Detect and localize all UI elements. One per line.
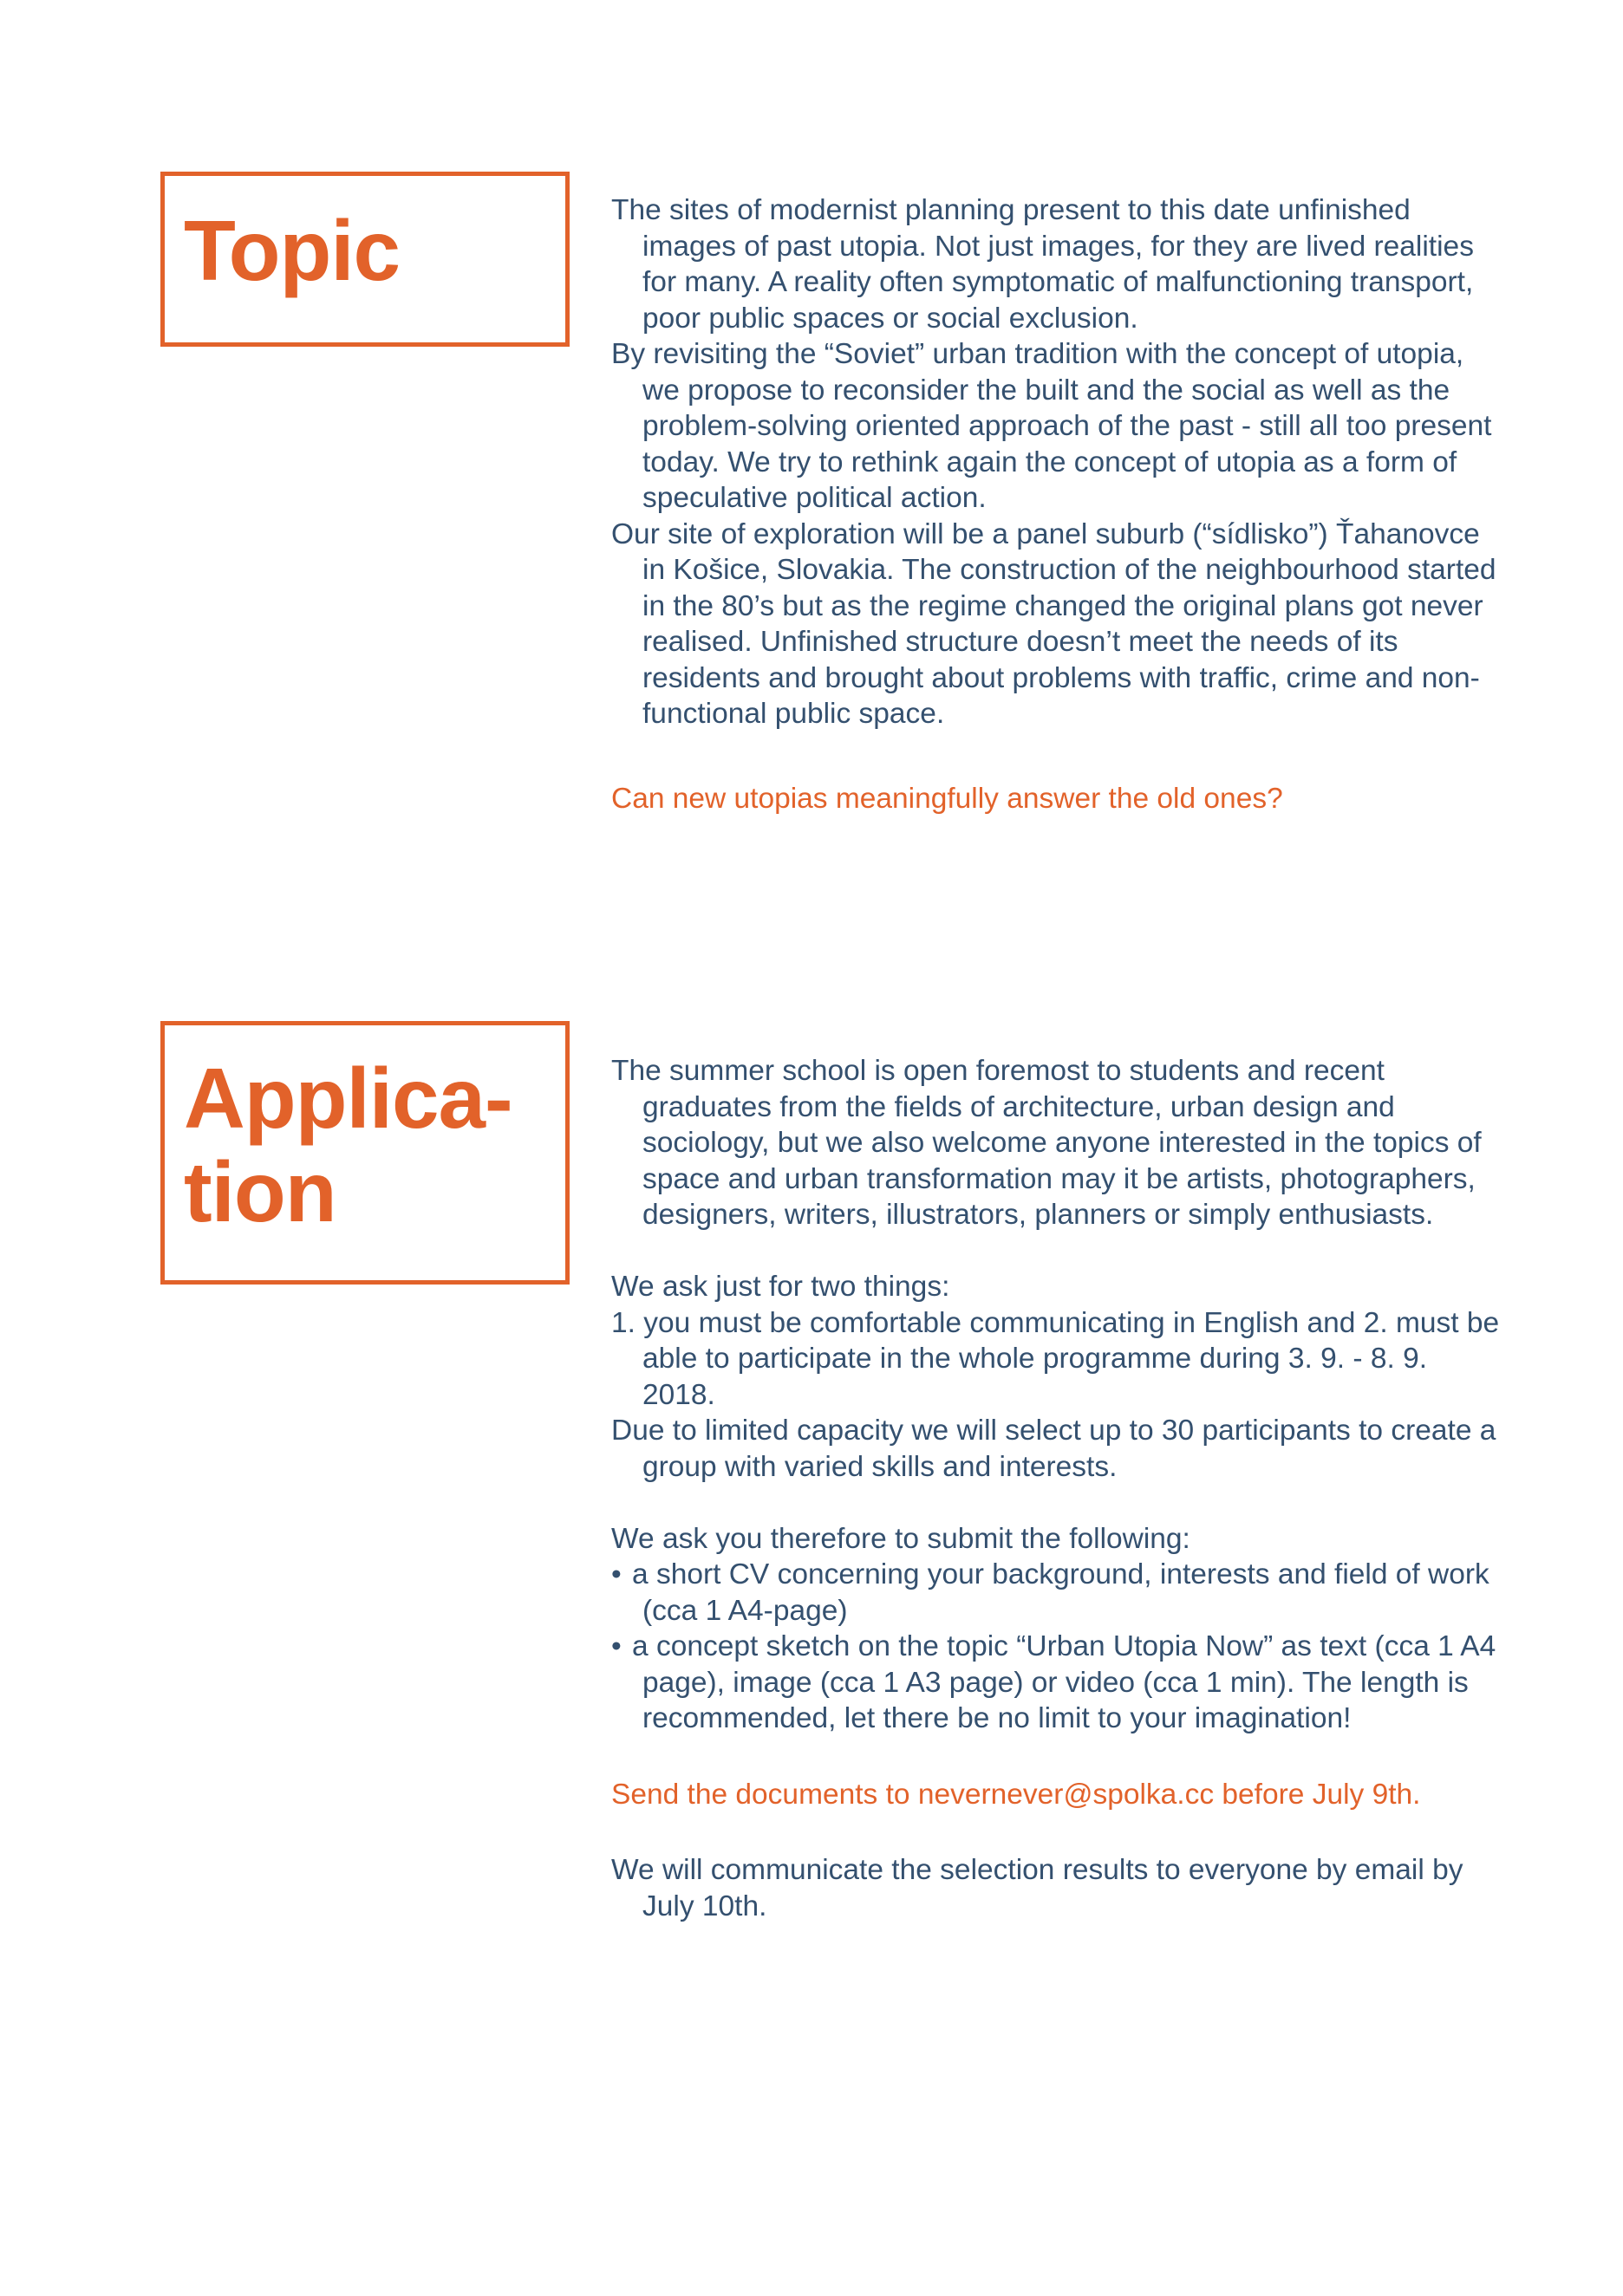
submit-item-cv: [611, 1557, 1504, 1629]
application-title-box: [160, 1021, 570, 1285]
topic-paragraph: By revisiting the “Soviet” urban tradition with the concept of utopia, we propose to reconsider the built and the social as well as the problem-solving oriented approach of the past - still all too present today. We try to rethink again the concept of utopia as a form of speculative political action.: [611, 338, 1492, 514]
bullet-icon: •: [611, 1630, 622, 1662]
send-prefix: Send the documents to: [611, 1778, 918, 1811]
topic-body: [611, 192, 1504, 816]
application-body: [611, 1053, 1504, 1924]
capacity-text: Due to limited capacity we will select up to 30 participants to create a group with varied skills and interests.: [611, 1415, 1496, 1483]
application-title-line2: tion: [184, 1144, 336, 1239]
submit-item-text: a concept sketch on the topic “Urban Utopia Now” as text (cca 1 A4 page), image (cca 1 A3 page) or video (cca 1 min). The length is recommended, let there be no limit to your imagination!: [632, 1630, 1496, 1734]
topic-paragraph: Our site of exploration will be a panel suburb (“sídlisko”) Ťahanovce in Košice, Slovakia. The construction of the neighbourhood started in the 80’s but as the regime changed the original plans got never realised. Unfinished structure doesn’t meet the needs of its residents and brought about problems with traffic, crime and non-functional public space.: [611, 517, 1496, 730]
requirements-heading: We ask just for two things:: [611, 1271, 950, 1303]
results-notice: We will communicate the selection results to everyone by email by July 10th.: [611, 1854, 1463, 1922]
bullet-icon: •: [611, 1558, 622, 1590]
application-intro: The summer school is open foremost to students and recent graduates from the fields of architecture, urban design and sociology, but we also welcome anyone interested in the topics of space and urban transformation may it be artists, photographers, designers, writers, illustrators, planners or simply enthusiasts.: [611, 1055, 1482, 1231]
submit-item-sketch: [611, 1629, 1504, 1737]
submit-item-text: a short CV concerning your background, interests and field of work (cca 1 A4-page): [632, 1558, 1489, 1627]
topic-title: Topic: [184, 203, 401, 298]
topic-question: Can new utopias meaningfully answer the old ones?: [611, 782, 1283, 815]
topic-paragraph: The sites of modernist planning present to this date unfinished images of past utopia. Not just images, for they are lived realities for many. A reality often symptomatic of malfunctioning transport, poor public spaces or social exclusion.: [611, 194, 1474, 335]
send-suffix: before July 9th.: [1214, 1778, 1421, 1811]
application-title-line1: Applica-: [184, 1050, 512, 1146]
requirements-text: 1. you must be comfortable communicating in English and 2. must be able to participate in the whole programme during 3. 9. - 8. 9. 2018.: [611, 1306, 1500, 1411]
send-instructions: [611, 1777, 1504, 1813]
email-link[interactable]: nevernever@spolka.cc: [917, 1778, 1215, 1811]
topic-title-box: [160, 172, 570, 347]
submit-heading: We ask you therefore to submit the following:: [611, 1522, 1190, 1555]
